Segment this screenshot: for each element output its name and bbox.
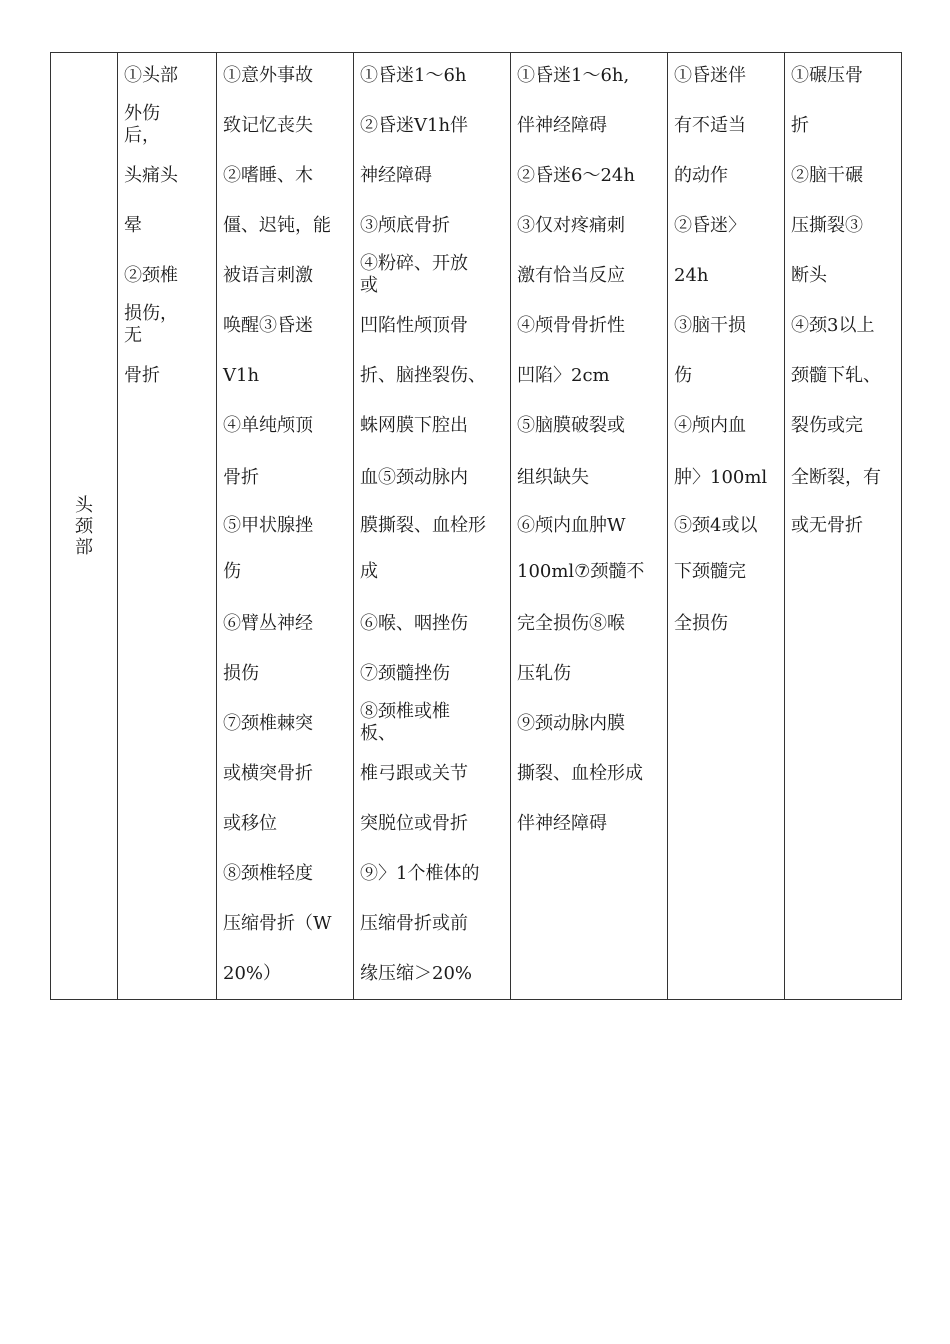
- cell-text-line: ③颅底骨折: [360, 215, 450, 236]
- cell-text-line: 压缩骨折或前: [360, 913, 468, 934]
- cell-text-line: 骨折: [223, 467, 259, 488]
- cell-text-line: 膜撕裂、血栓形: [360, 515, 486, 536]
- cell-text-line: ①碾压骨: [791, 65, 863, 86]
- grade-column-5: [668, 53, 785, 1000]
- cell-text-line: ⑨〉1个椎体的: [360, 863, 480, 884]
- cell-text-line: 晕: [124, 215, 142, 236]
- cell-text-line: 压缩骨折（W: [223, 913, 332, 934]
- cell-text-line: ⑧颈椎或椎: [360, 701, 450, 722]
- region-label: 头颈部: [75, 494, 93, 558]
- cell-text-line: 全损伤: [674, 613, 728, 634]
- cell-text-line: 伴神经障碍: [517, 813, 607, 834]
- cell-text-line: ⑦颈髓挫伤: [360, 663, 450, 684]
- cell-text-line: 的动作: [674, 165, 728, 186]
- cell-text-line: ③仅对疼痛刺: [517, 215, 625, 236]
- cell-text-line: ①昏迷1〜6h,: [517, 65, 630, 86]
- cell-text-line: ⑤颈4或以: [674, 515, 758, 536]
- cell-text-line: 致记忆丧失: [223, 115, 313, 136]
- grade-column-3: [354, 53, 511, 1000]
- cell-text-line: 后，: [124, 125, 160, 146]
- cell-text-line: ⑦颈椎棘突: [223, 713, 313, 734]
- cell-text-line: ②昏迷V1h伴: [360, 115, 469, 136]
- cell-text-line: 椎弓跟或关节: [360, 763, 468, 784]
- grade-column-1: [118, 53, 217, 1000]
- grade-column-2: [217, 53, 354, 1000]
- cell-text-line: 颈髓下轧、: [791, 365, 881, 386]
- cell-text-line: ⑧颈椎轻度: [223, 863, 313, 884]
- cell-text-line: 血⑤颈动脉内: [360, 467, 468, 488]
- cell-text-line: 无: [124, 325, 142, 346]
- cell-text-line: ⑥颅内血肿W: [517, 515, 626, 536]
- cell-text-line: 缘压缩＞20%: [360, 963, 473, 984]
- cell-text-line: 折: [791, 115, 809, 136]
- cell-text-line: 伤: [223, 561, 241, 582]
- cell-text-line: 或无骨折: [791, 515, 863, 536]
- cell-text-line: ④粉碎、开放: [360, 253, 468, 274]
- cell-text-line: 突脱位或骨折: [360, 813, 468, 834]
- cell-text-line: 蛛网膜下腔出: [360, 415, 468, 436]
- cell-text-line: ②昏迷6〜24h: [517, 165, 635, 186]
- cell-text-line: 激有恰当反应: [517, 265, 625, 286]
- cell-text-line: 头痛头: [124, 165, 178, 186]
- cell-text-line: 24h: [674, 265, 709, 286]
- cell-text-line: ④颅骨骨折性: [517, 315, 625, 336]
- cell-text-line: 压轧伤: [517, 663, 571, 684]
- cell-text-line: 凹陷〉2cm: [517, 365, 610, 386]
- region-cell: [51, 53, 118, 1000]
- cell-text-line: ②昏迷〉: [674, 215, 746, 236]
- cell-text-line: ④单纯颅顶: [223, 415, 313, 436]
- cell-text-line: 组织缺失: [517, 467, 589, 488]
- cell-text-line: 或移位: [223, 813, 277, 834]
- cell-text-line: ②颈椎: [124, 265, 178, 286]
- cell-text-line: ①昏迷1〜6h: [360, 65, 467, 86]
- cell-text-line: 唤醒③昏迷: [223, 315, 313, 336]
- cell-text-line: ②嗜睡、木: [223, 165, 313, 186]
- cell-text-line: 100ml⑦颈髓不: [517, 561, 645, 582]
- cell-text-line: 折、脑挫裂伤、: [360, 365, 486, 386]
- cell-text-line: 僵、迟钝，能: [223, 215, 331, 236]
- table-row: [51, 53, 902, 1000]
- cell-text-line: 肿〉100ml: [674, 467, 768, 488]
- cell-text-line: 损伤，: [124, 303, 178, 324]
- cell-text-line: 凹陷性颅顶骨: [360, 315, 468, 336]
- cell-text-line: ①头部: [124, 65, 178, 86]
- cell-text-line: 下颈髓完: [674, 561, 746, 582]
- cell-text-line: ⑥臂丛神经: [223, 613, 313, 634]
- cell-text-line: V1h: [223, 365, 260, 386]
- cell-text-line: 骨折: [124, 365, 160, 386]
- cell-text-line: 伴神经障碍: [517, 115, 607, 136]
- cell-text-line: 成: [360, 561, 378, 582]
- cell-text-line: 板、: [360, 723, 396, 744]
- cell-text-line: 损伤: [223, 663, 259, 684]
- cell-text-line: ②脑干碾: [791, 165, 863, 186]
- cell-text-line: 外伤: [124, 103, 160, 124]
- cell-text-line: ⑤脑膜破裂或: [517, 415, 625, 436]
- cell-text-line: ①意外事故: [223, 65, 313, 86]
- grade-column-6: [785, 53, 902, 1000]
- cell-text-line: ④颈3以上: [791, 315, 875, 336]
- cell-text-line: 全断裂，有: [791, 467, 881, 488]
- grade-column-4: [511, 53, 668, 1000]
- cell-text-line: ⑤甲状腺挫: [223, 515, 313, 536]
- cell-text-line: 或: [360, 275, 378, 296]
- cell-text-line: 撕裂、血栓形成: [517, 763, 643, 784]
- cell-text-line: 裂伤或完: [791, 415, 863, 436]
- cell-text-line: ④颅内血: [674, 415, 746, 436]
- cell-text-line: ③脑干损: [674, 315, 746, 336]
- cell-text-line: 压撕裂③: [791, 215, 863, 236]
- injury-grade-table: [50, 52, 902, 1000]
- cell-text-line: 或横突骨折: [223, 763, 313, 784]
- cell-text-line: 20%）: [223, 963, 282, 984]
- cell-text-line: ⑥喉、咽挫伤: [360, 613, 468, 634]
- cell-text-line: 完全损伤⑧喉: [517, 613, 625, 634]
- cell-text-line: 伤: [674, 365, 692, 386]
- cell-text-line: 神经障碍: [360, 165, 432, 186]
- cell-text-line: 断头: [791, 265, 827, 286]
- cell-text-line: ⑨颈动脉内膜: [517, 713, 625, 734]
- cell-text-line: 被语言刺激: [223, 265, 313, 286]
- cell-text-line: 有不适当: [674, 115, 746, 136]
- cell-text-line: ①昏迷伴: [674, 65, 746, 86]
